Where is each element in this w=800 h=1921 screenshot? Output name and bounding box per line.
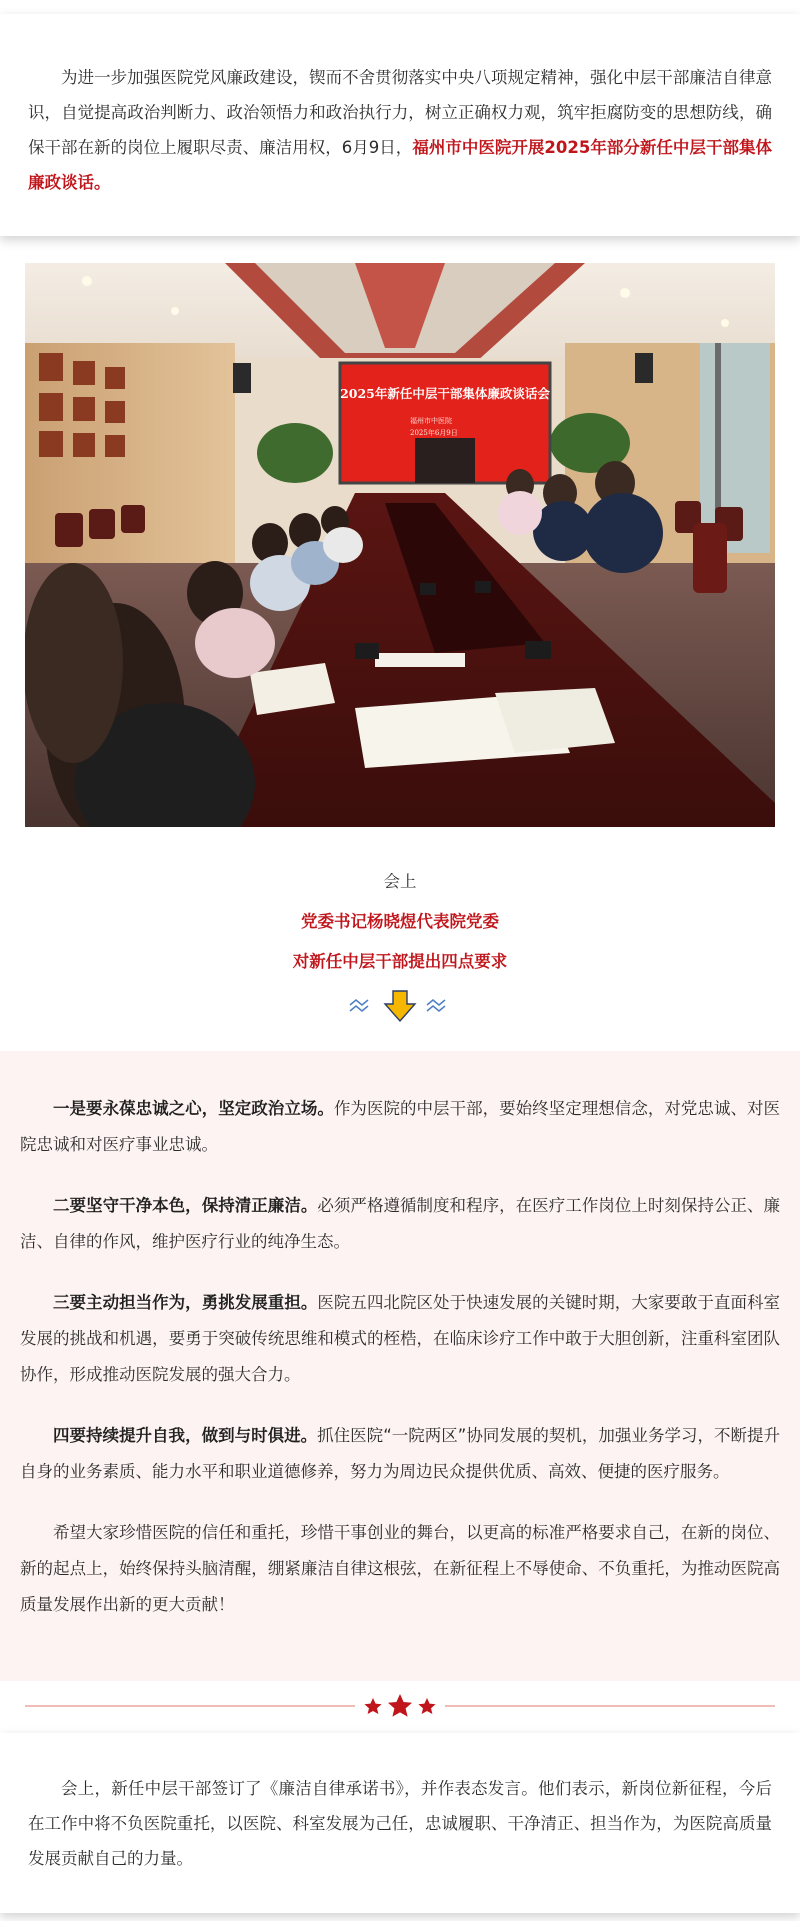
requirements-panel <box>0 1051 800 1681</box>
intro-text: 为进一步加强医院党风廉政建设，锲而不舍贯彻落实中央八项规定精神，强化中层干部廉洁自律意识，自觉提高政治判断力、政治领悟力和政治执行力，树立正确权力观，筑牢拒腐防变的思想防线，确保干部在新的岗位上履职尽责、廉洁用权，6月9日， <box>28 68 772 157</box>
hope-paragraph: 希望大家珍惜医院的信任和重托，珍惜干事创业的舞台，以更高的标准严格要求自己，在新的岗位、新的起点上，始终保持头脑清醒，绷紧廉洁自律这根弦，在新征程上不辱使命、不负重托，为推动医院高质量发展作出新的更大贡献！ <box>20 1523 780 1614</box>
star-icon <box>418 1698 435 1714</box>
star-icon <box>388 1694 412 1717</box>
requirement-1-lead: 一是要永葆忠诚之心，坚定政治立场。 <box>53 1099 334 1118</box>
meeting-line-1: 党委书记杨晓煜代表院党委 <box>301 912 499 931</box>
closing-paragraph: 会上，新任中层干部签订了《廉洁自律承诺书》，并作表态发言。他们表示，新岗位新征程，今后在工作中将不负医院重托，以医院、科室发展为己任，忠诚履职、干净清正、担当作为，为医院高质量发展贡献自己的力量。 <box>28 1779 772 1868</box>
screen-date: 2025年6月9日 <box>410 429 458 437</box>
requirement-3 <box>20 1285 780 1393</box>
meeting-label: 会上 <box>383 872 417 891</box>
down-arrow-icon <box>345 989 455 1023</box>
requirement-4 <box>20 1418 780 1490</box>
intro-card <box>0 14 800 236</box>
screen-title: 2025年新任中层干部集体廉政谈话会 <box>340 386 550 401</box>
requirement-4-lead: 四要持续提升自我，做到与时俱进。 <box>53 1426 318 1445</box>
requirement-4-body: 抓住医院“一院两区”协同发展的契机，加强业务学习，不断提升自身的业务素质、能力水平和职业道德修养，努力为周边民众提供优质、高效、便捷的医疗服务。 <box>20 1426 781 1481</box>
star-icon <box>364 1698 381 1714</box>
meeting-line-2: 对新任中层干部提出四点要求 <box>292 952 508 971</box>
meeting-photo <box>25 263 775 827</box>
intro-highlight: 福州市中医院开展2025年部分新任中层干部集体廉政谈话。 <box>28 138 772 192</box>
requirement-2 <box>20 1188 780 1260</box>
screen-org: 福州市中医院 <box>410 417 452 425</box>
requirement-1 <box>20 1091 780 1163</box>
requirement-3-body: 医院五四北院区处于快速发展的关键时期，大家要敢于直面科室发展的挑战和机遇，要勇于突破传统思维和模式的桎梏，在临床诊疗工作中敢于大胆创新，注重科室团队协作，形成推动医院发展的强大合力。 <box>20 1293 781 1384</box>
requirement-2-lead: 二要坚守干净本色，保持清正廉洁。 <box>53 1196 318 1215</box>
requirement-3-lead: 三要主动担当作为，勇挑发展重担。 <box>53 1293 318 1312</box>
requirement-2-body: 必须严格遵循制度和程序，在医疗工作岗位上时刻保持公正、廉洁、自律的作风，维护医疗行业的纯净生态。 <box>20 1196 781 1251</box>
intro-paragraph <box>28 60 772 200</box>
star-divider <box>0 1694 800 1718</box>
closing-card <box>0 1733 800 1913</box>
requirement-1-body: 作为医院的中层干部，要始终坚定理想信念，对党忠诚、对医院忠诚和对医疗事业忠诚。 <box>20 1099 781 1154</box>
